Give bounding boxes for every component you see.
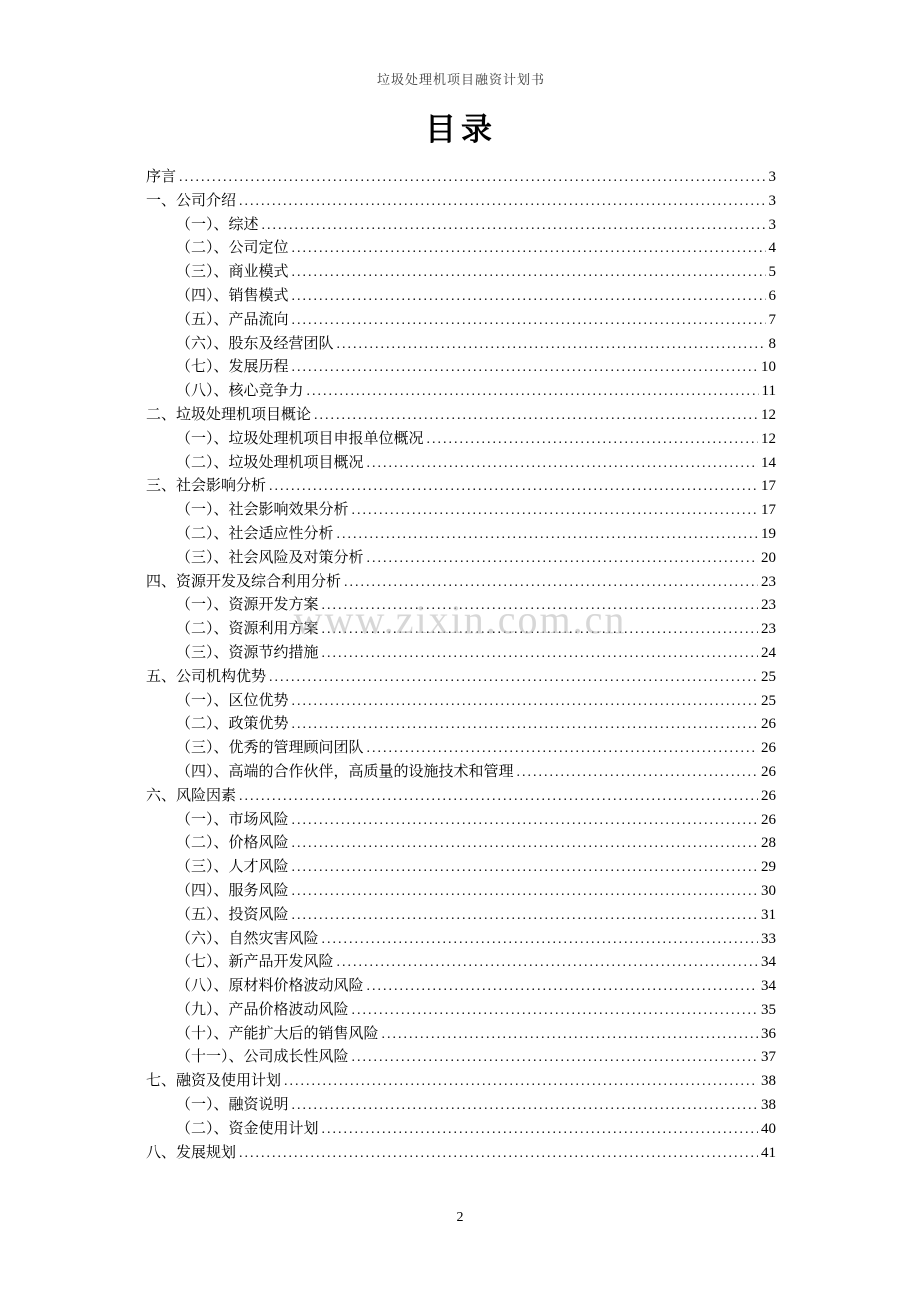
- toc-dotted-leader: [322, 928, 758, 952]
- toc-entry-page: 24: [761, 644, 776, 661]
- toc-entry[interactable]: [146, 380, 776, 404]
- toc-entry-label: 序言: [146, 169, 177, 185]
- toc-entry-label: （一）、资源开发方案: [176, 597, 319, 614]
- toc-dotted-leader: [269, 666, 758, 690]
- toc-entry-page: 3: [768, 169, 776, 185]
- toc-entry-label: （八）、核心竞争力: [176, 383, 304, 400]
- toc-entry-label: （十一）、公司成长性风险: [176, 1049, 349, 1066]
- toc-dotted-leader: [322, 642, 758, 666]
- toc-entry-page: 26: [761, 740, 776, 757]
- toc-dotted-leader: [292, 285, 766, 309]
- toc-entry-page: 25: [761, 692, 776, 709]
- toc-entry[interactable]: [146, 904, 776, 928]
- toc-dotted-leader: [322, 594, 758, 618]
- toc-entry[interactable]: [146, 547, 776, 571]
- toc-entry-page: 8: [768, 335, 776, 352]
- toc-entry[interactable]: [146, 713, 776, 737]
- toc-entry[interactable]: [146, 285, 776, 309]
- toc-entry-page: 30: [761, 882, 776, 899]
- toc-dotted-leader: [292, 856, 758, 880]
- toc-entry-label: 二、垃圾处理机项目概论: [146, 406, 312, 423]
- toc-entry-label: （七）、发展历程: [176, 359, 289, 376]
- toc-entry-page: 29: [761, 859, 776, 876]
- toc-entry[interactable]: [146, 928, 776, 952]
- toc-entry-page: 19: [761, 525, 776, 542]
- toc-entry-label: （一）、社会影响效果分析: [176, 502, 349, 519]
- toc-entry-label: （四）、服务风险: [176, 882, 289, 899]
- toc-entry-page: 17: [761, 502, 776, 519]
- toc-dotted-leader: [269, 475, 758, 499]
- toc-entry[interactable]: [146, 666, 776, 690]
- toc-entry[interactable]: [146, 832, 776, 856]
- toc-entry[interactable]: [146, 571, 776, 595]
- toc-entry-page: 14: [761, 454, 776, 471]
- toc-dotted-leader: [322, 618, 758, 642]
- toc-entry[interactable]: [146, 761, 776, 785]
- toc-dotted-leader: [352, 999, 758, 1023]
- toc-entry[interactable]: [146, 1118, 776, 1142]
- toc-entry[interactable]: [146, 261, 776, 285]
- toc-dotted-leader: [382, 1023, 758, 1047]
- toc-dotted-leader: [292, 261, 766, 285]
- toc-entry[interactable]: [146, 214, 776, 238]
- toc-dotted-leader: [517, 761, 758, 785]
- toc-entry-label: 四、资源开发及综合利用分析: [146, 573, 342, 590]
- toc-dotted-leader: [292, 832, 758, 856]
- toc-entry[interactable]: [146, 356, 776, 380]
- toc-dotted-leader: [337, 951, 758, 975]
- toc-entry-label: （六）、自然灾害风险: [176, 930, 319, 947]
- toc-entry-label: （四）、销售模式: [176, 287, 289, 304]
- toc-entry-label: （六）、股东及经营团队: [176, 335, 334, 352]
- toc-entry-label: （一）、垃圾处理机项目申报单位概况: [176, 430, 424, 447]
- toc-dotted-leader: [292, 713, 758, 737]
- toc-entry-page: 3: [768, 192, 776, 209]
- toc-dotted-leader: [427, 428, 758, 452]
- toc-dotted-leader: [292, 237, 766, 261]
- toc-entry-page: 12: [761, 430, 776, 447]
- toc-dotted-leader: [337, 523, 758, 547]
- toc-entry-label: （一）、融资说明: [176, 1097, 289, 1114]
- toc-dotted-leader: [239, 190, 765, 214]
- toc-entry-label: （二）、公司定位: [176, 240, 289, 257]
- toc-entry-page: 23: [761, 573, 776, 590]
- toc-entry-label: （三）、优秀的管理顾问团队: [176, 740, 364, 757]
- toc-entry-page: 4: [768, 240, 776, 257]
- toc-entry-page: 28: [761, 835, 776, 852]
- toc-dotted-leader: [292, 1094, 758, 1118]
- toc-entry[interactable]: [146, 809, 776, 833]
- toc-entry-label: （五）、产品流向: [176, 311, 289, 328]
- toc-dotted-leader: [179, 166, 765, 190]
- toc-dotted-leader: [292, 356, 758, 380]
- toc-entry-page: 26: [761, 811, 776, 828]
- toc-dotted-leader: [344, 571, 758, 595]
- toc-dotted-leader: [367, 975, 758, 999]
- toc-dotted-leader: [352, 499, 758, 523]
- toc-entry-page: 40: [761, 1120, 776, 1137]
- toc-dotted-leader: [292, 690, 758, 714]
- toc-list: [146, 166, 776, 1165]
- toc-entry-page: 38: [761, 1073, 776, 1090]
- toc-entry-label: （二）、社会适应性分析: [176, 525, 334, 542]
- toc-dotted-leader: [367, 452, 758, 476]
- toc-entry-label: （四）、高端的合作伙伴，高质量的设施技术和管理: [176, 763, 514, 780]
- toc-entry-label: （七）、新产品开发风险: [176, 954, 334, 971]
- toc-dotted-leader: [292, 904, 758, 928]
- toc-dotted-leader: [322, 1118, 758, 1142]
- toc-entry[interactable]: [146, 523, 776, 547]
- toc-title: 目录: [425, 112, 497, 147]
- toc-entry-page: 31: [761, 906, 776, 923]
- toc-entry[interactable]: [146, 690, 776, 714]
- toc-entry-label: 一、公司介绍: [146, 192, 237, 209]
- toc-entry-page: 11: [761, 383, 776, 400]
- toc-entry-label: 八、发展规划: [146, 1144, 237, 1161]
- toc-entry[interactable]: [146, 237, 776, 261]
- toc-entry-label: （五）、投资风险: [176, 906, 289, 923]
- toc-entry[interactable]: [146, 166, 776, 190]
- toc-entry[interactable]: [146, 404, 776, 428]
- toc-entry-label: （一）、区位优势: [176, 692, 289, 709]
- toc-entry-label: （三）、社会风险及对策分析: [176, 549, 364, 566]
- toc-entry-page: 3: [768, 216, 776, 233]
- toc-entry-page: 6: [768, 287, 776, 304]
- toc-entry[interactable]: [146, 499, 776, 523]
- document-header-title: 垃圾处理机项目融资计划书: [376, 72, 545, 87]
- toc-entry-page: 37: [761, 1049, 776, 1066]
- toc-entry[interactable]: [146, 309, 776, 333]
- toc-entry[interactable]: [146, 642, 776, 666]
- toc-entry-page: 41: [761, 1144, 776, 1161]
- toc-entry-page: 35: [761, 1001, 776, 1018]
- toc-entry[interactable]: [146, 737, 776, 761]
- toc-dotted-leader: [239, 1142, 758, 1166]
- toc-entry[interactable]: [146, 951, 776, 975]
- toc-entry[interactable]: [146, 1046, 776, 1070]
- toc-dotted-leader: [284, 1070, 758, 1094]
- toc-entry-page: 34: [761, 954, 776, 971]
- toc-entry[interactable]: [146, 785, 776, 809]
- toc-entry-page: 26: [761, 787, 776, 804]
- toc-entry[interactable]: [146, 618, 776, 642]
- toc-entry-page: 26: [761, 716, 776, 733]
- toc-dotted-leader: [307, 380, 759, 404]
- toc-entry-page: 17: [761, 478, 776, 495]
- toc-dotted-leader: [337, 333, 766, 357]
- toc-entry[interactable]: [146, 1094, 776, 1118]
- toc-entry-page: 7: [768, 311, 776, 328]
- toc-entry[interactable]: [146, 475, 776, 499]
- toc-dotted-leader: [292, 880, 758, 904]
- toc-entry-label: 七、融资及使用计划: [146, 1073, 282, 1090]
- toc-entry[interactable]: [146, 1023, 776, 1047]
- toc-entry[interactable]: [146, 333, 776, 357]
- toc-dotted-leader: [367, 547, 758, 571]
- toc-dotted-leader: [292, 309, 766, 333]
- toc-entry[interactable]: [146, 190, 776, 214]
- toc-dotted-leader: [292, 809, 758, 833]
- toc-entry-label: （三）、人才风险: [176, 859, 289, 876]
- toc-entry[interactable]: [146, 856, 776, 880]
- toc-entry-label: （二）、政策优势: [176, 716, 289, 733]
- toc-entry-label: 五、公司机构优势: [146, 668, 267, 685]
- toc-entry-page: 12: [761, 406, 776, 423]
- toc-entry-label: （二）、资源利用方案: [176, 621, 319, 638]
- toc-entry[interactable]: [146, 880, 776, 904]
- toc-entry-label: （九）、产品价格波动风险: [176, 1001, 349, 1018]
- page-number: 2: [456, 1210, 464, 1225]
- toc-entry-page: 10: [761, 359, 776, 376]
- watermark-text: www.zixin.com.cn: [293, 597, 627, 642]
- toc-entry-page: 25: [761, 668, 776, 685]
- toc-entry[interactable]: [146, 428, 776, 452]
- toc-entry-page: 23: [761, 621, 776, 638]
- toc-entry-label: 六、风险因素: [146, 787, 237, 804]
- toc-entry-label: （一）、市场风险: [176, 811, 289, 828]
- toc-dotted-leader: [314, 404, 758, 428]
- toc-entry-label: （三）、商业模式: [176, 264, 289, 281]
- toc-entry[interactable]: [146, 975, 776, 999]
- toc-entry-page: 33: [761, 930, 776, 947]
- toc-entry[interactable]: [146, 452, 776, 476]
- toc-entry-label: （一）、综述: [176, 216, 259, 233]
- toc-entry-label: （二）、垃圾处理机项目概况: [176, 454, 364, 471]
- toc-entry-label: （二）、资金使用计划: [176, 1120, 319, 1137]
- toc-entry-label: （十）、产能扩大后的销售风险: [176, 1025, 379, 1042]
- toc-entry-page: 34: [761, 978, 776, 995]
- toc-entry[interactable]: [146, 999, 776, 1023]
- toc-entry[interactable]: [146, 1070, 776, 1094]
- toc-entry-page: 5: [768, 264, 776, 281]
- toc-entry-page: 26: [761, 763, 776, 780]
- toc-entry[interactable]: [146, 1142, 776, 1166]
- toc-dotted-leader: [367, 737, 758, 761]
- toc-entry-label: （三）、资源节约措施: [176, 644, 319, 661]
- toc-entry[interactable]: [146, 594, 776, 618]
- toc-entry-label: （二）、价格风险: [176, 835, 289, 852]
- toc-dotted-leader: [352, 1046, 758, 1070]
- toc-entry-label: （八）、原材料价格波动风险: [176, 978, 364, 995]
- toc-entry-page: 20: [761, 549, 776, 566]
- toc-entry-page: 38: [761, 1097, 776, 1114]
- toc-dotted-leader: [262, 214, 766, 238]
- toc-entry-page: 23: [761, 597, 776, 614]
- toc-entry-page: 36: [761, 1025, 776, 1042]
- toc-entry-label: 三、社会影响分析: [146, 478, 267, 495]
- toc-dotted-leader: [239, 785, 758, 809]
